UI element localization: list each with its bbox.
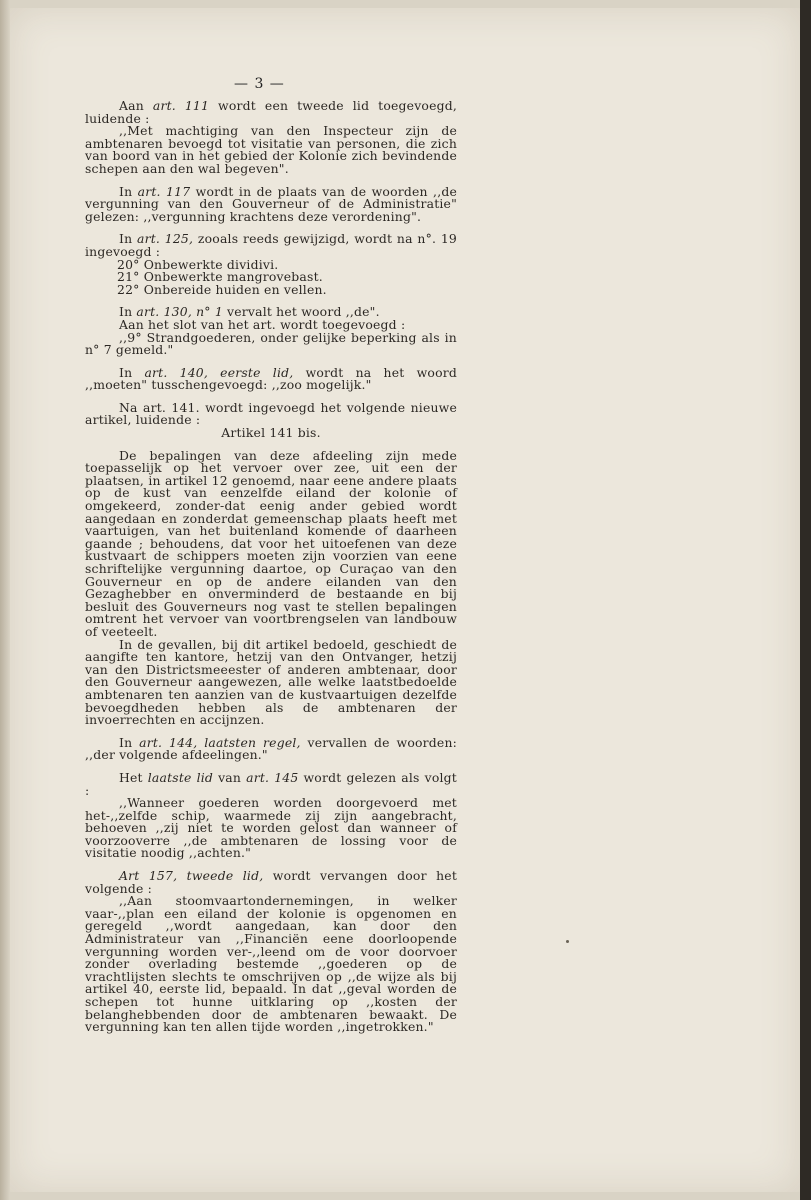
paragraph-art-140: In art. 140, eerste lid, wordt na het woord ,,moeten" tusschengevoegd: ,,zoo mogelijk." [85,364,457,393]
paragraph-art-125: In art. 125, zooals reeds gewijzigd, wordt na n°. 19 ingevoegd : [85,231,458,259]
paragraph-art-130-item: ,,9° Strandgoederen, onder gelijke beperking als in n° 7 gemeld." [85,329,457,358]
scan-speck [566,940,569,943]
paragraph-art-141bis-1: De bepalingen van deze afdeeling zijn mede toepasselijk op het vervoer over zee, uit een der plaatsen, in artikel 12 genoemd, naar eene andere plaats op de kust van eenzelfde eiland der kolonie of omgekeerd, zonder-dat eenig ander gebied wordt aangedaan en zonderdat gemeenschap plaats heeft met vaartuigen, van het buitenland komende of daarheen gaande ; behoudens, dat voor het uitoefenen van deze kustvaart de schippers moeten zijn voorzien van eene schriftelijke vergunning daartoe, op Curaçao van den Gouverneur en op de andere eilanden van den Gezaghebber en onverminderd de bestaande en bij besluit des Gouverneurs nog vast te stellen bepalingen omtrent het vervoer van voortbrengselen van landbouw of veeteelt. [85,447,457,639]
paragraph-art-145: Het laatste lid van art. 145 wordt gelezen als volgt : [85,769,457,798]
paragraph-art-111-text: ,,Met machtiging van den Inspecteur zijn de ambtenaren bevoegd tot visitatie van personen, die zich van boord van in het gebied der Kolonie zich bevindende schepen aan den wal begeven". [85,123,457,176]
paragraph-art-144: In art. 144, laatsten regel, vervallen de woorden: ,,der volgende afdeelingen." [85,734,457,763]
page-edge-left [0,0,10,1200]
text-column [85,100,457,1034]
paragraph-art-157: Art 157, tweede lid, wordt vervangen door het volgende : [85,868,457,896]
paragraph-art-141bis-2: In de gevallen, bij dit artikel bedoeld, geschiedt de aangifte ten kantore, hetzij van den Ontvanger, hetzij van den Districtsmeeester of anderen ambtenaar, door den Gouverneur aangewezen, alle welke laatstbedoelde ambtenaren ten aanzien van de kustvaartuigen dezelfde bevoegdheden hebben als de ambtenaren der invoerrechten en accijnzen. [85,636,457,728]
paragraph-art-130: In art. 130, n° 1 vervalt het woord ,,de". [119,304,380,320]
article-heading: Artikel 141 bis. [221,425,321,441]
paragraph-art-111: Aan art. 111 wordt een tweede lid toegevoegd, luidende : [85,98,458,126]
scan-border-right [800,0,811,1200]
paragraph-art-145-text: ,,Wanneer goederen worden doorgevoerd met het-,,zelfde schip, waarmede zij zijn aangebracht, behoeven ,,zij niet te worden gelost dan wanneer of voorzooverre ,,de ambtenaren de lossing voor de visitatie noodig ,,achten." [85,795,457,861]
list-item: 22° Onbereide huiden en vellen. [117,281,327,297]
list-item: 21° Onbewerkte mangrovebast. [117,269,323,285]
paragraph-art-141: Na art. 141. wordt ingevoegd het volgende nieuwe artikel, luidende : [85,399,457,428]
page-number: — 3 — [234,76,285,92]
paragraph-art-157-text: ,,Aan stoomvaartondernemingen, in welker vaar-,,plan een eiland der kolonie is opgenomen en geregeld ,,wordt aangedaan, kan door den Administrateur van ,,Financiën eene doorloopende vergunning worden ver-,,leend om de voor doorvoer zonder overlading bestemde ,,goederen op de vrachtlijsten slechts te omschrijven op ,,de wijze als bij artikel 40, eerste lid, bepaald. In dat ,,geval worden de schepen tot hunne uitklaring op ,,kosten der belanghebbenden door de ambtenaren bewaakt. De vergunning kan ten allen tijde worden ,,ingetrokken." [85,893,457,1035]
paragraph-art-117: In art. 117 wordt in de plaats van de woorden ,,de vergunning van den Gouverneur of de Administratie" gelezen: ,,vergunning krachtens deze verordening". [85,183,457,224]
paragraph-art-130-slot: Aan het slot van het art. wordt toegevoegd : [119,316,406,332]
list-item: 20° Onbewerkte dividivi. [117,256,279,272]
